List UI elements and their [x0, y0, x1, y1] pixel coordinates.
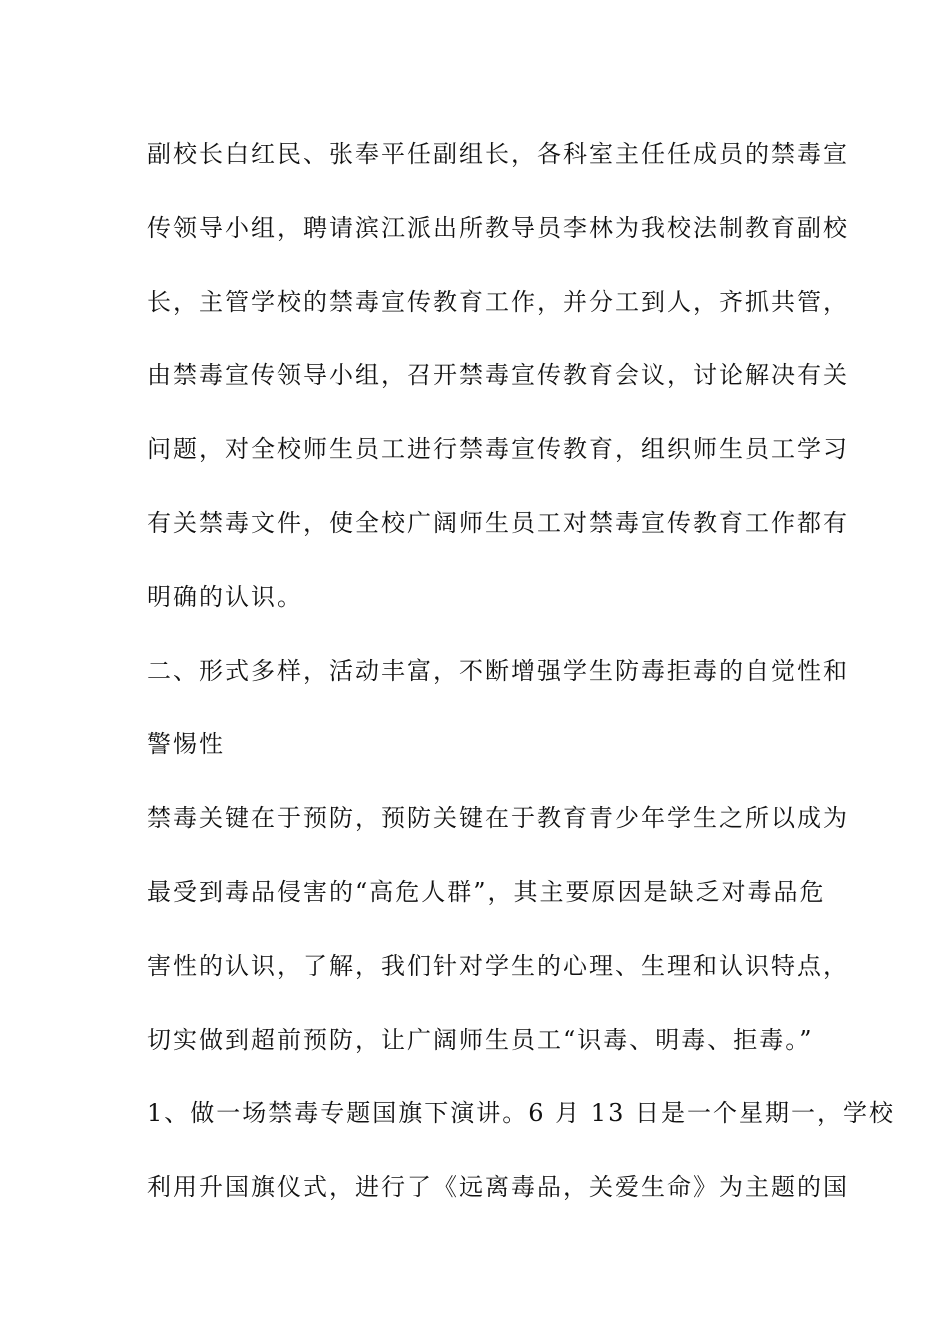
text-line-11: 最受到毒品侵害的“高危人群”，其主要原因是缺乏对毒品危 [147, 877, 826, 906]
text-line-10: 禁毒关键在于预防，预防关键在于教育青少年学生之所以成为 [147, 804, 849, 833]
text-line-6: 有关禁毒文件，使全校广阔师生员工对禁毒宣传教育工作都有 [147, 508, 849, 537]
document-body [147, 130, 895, 1237]
list-item-line-2: 利用升国旗仪式，进行了《远离毒品，关爱生命》为主题的国 [147, 1173, 849, 1202]
list-item-line-1: 1、做一场禁毒专题国旗下演讲。6 月 13 日是一个星期一，学校 [147, 1099, 895, 1128]
section-heading-line-2: 警惕性 [147, 730, 225, 759]
text-line-2: 传领导小组，聘请滨江派出所教导员李林为我校法制教育副校 [147, 213, 849, 242]
text-line-12: 害性的认识，了解，我们针对学生的心理、生理和认识特点， [147, 951, 849, 980]
text-line-1: 副校长白红民、张奉平任副组长，各科室主任任成员的禁毒宣 [147, 140, 849, 168]
text-line-4: 由禁毒宣传领导小组，召开禁毒宣传教育会议，讨论解决有关 [147, 361, 849, 390]
section-heading-line-1: 二、形式多样，活动丰富，不断增强学生防毒拒毒的自觉性和 [147, 656, 849, 685]
text-line-7: 明确的认识。 [147, 582, 303, 611]
text-line-3: 长，主管学校的禁毒宣传教育工作，并分工到人，齐抓共管， [147, 287, 849, 316]
text-line-5: 问题，对全校师生员工进行禁毒宣传教育，组织师生员工学习 [147, 435, 849, 464]
text-line-13: 切实做到超前预防，让广阔师生员工“识毒、明毒、拒毒。” [147, 1025, 814, 1054]
